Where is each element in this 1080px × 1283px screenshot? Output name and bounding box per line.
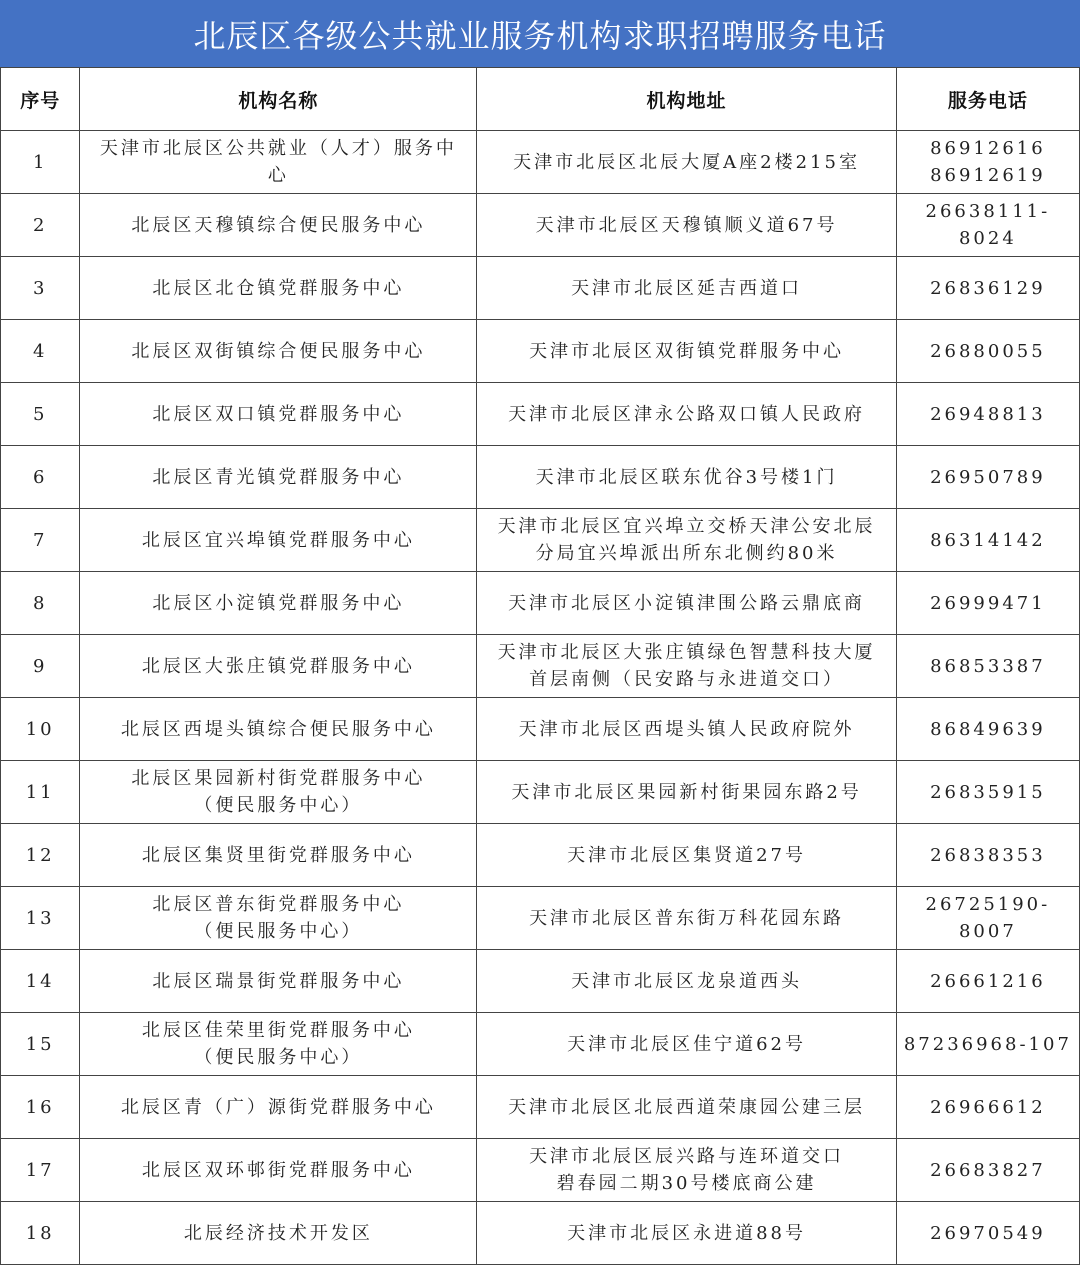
- cell-num: 6: [1, 446, 80, 509]
- header-name: 机构名称: [80, 68, 477, 131]
- cell-address-line: 分局宜兴埠派出所东北侧约80米: [535, 543, 838, 564]
- cell-phone: [896, 320, 1079, 383]
- cell-name-line: 北辰区小淀镇党群服务中心: [152, 592, 405, 614]
- table-row: [1, 1076, 1080, 1139]
- cell-address: [477, 257, 896, 320]
- cell-address: [477, 1139, 896, 1202]
- cell-phone: [896, 131, 1079, 194]
- cell-phone: [896, 824, 1079, 887]
- cell-address: [477, 509, 896, 572]
- cell-address: [477, 383, 896, 446]
- cell-address: [477, 950, 896, 1013]
- cell-name: [80, 572, 477, 635]
- cell-name: [80, 761, 477, 824]
- cell-num: 1: [1, 131, 80, 194]
- cell-address-line: 天津市北辰区西堤头镇人民政府院外: [518, 718, 855, 740]
- table-row: [1, 383, 1080, 446]
- cell-phone: [896, 383, 1079, 446]
- cell-address-line: 天津市北辰区津永公路双口镇人民政府: [508, 403, 866, 425]
- cell-address: [477, 698, 896, 761]
- cell-num: 17: [1, 1139, 80, 1202]
- cell-num: 15: [1, 1013, 80, 1076]
- cell-name: [80, 446, 477, 509]
- cell-phone: [896, 761, 1079, 824]
- cell-address: [477, 320, 896, 383]
- header-address: 机构地址: [477, 68, 896, 131]
- cell-num: 13: [1, 887, 80, 950]
- cell-address-line: 天津市北辰区北辰大厦A座2楼215室: [513, 151, 860, 173]
- table-row: [1, 1013, 1080, 1076]
- cell-name-line: 北辰区宜兴埠镇党群服务中心: [141, 529, 415, 551]
- service-phone-table: [0, 67, 1080, 1265]
- cell-phone-line: 26725190-8007: [925, 894, 1051, 942]
- table-row: [1, 635, 1080, 698]
- cell-phone-line: 26836129: [930, 277, 1046, 299]
- cell-name: [80, 1202, 477, 1265]
- cell-name: [80, 824, 477, 887]
- cell-name: [80, 1013, 477, 1076]
- table-body: [1, 131, 1080, 1265]
- cell-name-line: 北辰区大张庄镇党群服务中心: [141, 655, 415, 677]
- cell-name-line: 北辰区佳荣里街党群服务中心: [141, 1020, 415, 1041]
- cell-num: 5: [1, 383, 80, 446]
- table-row: [1, 257, 1080, 320]
- cell-address: [477, 824, 896, 887]
- cell-name: [80, 698, 477, 761]
- cell-address: [477, 194, 896, 257]
- cell-phone: [896, 1013, 1079, 1076]
- cell-name: [80, 887, 477, 950]
- cell-phone-line: 26966612: [930, 1096, 1046, 1118]
- cell-address-line: 天津市北辰区双街镇党群服务中心: [529, 340, 845, 362]
- cell-name-line: 北辰区瑞景街党群服务中心: [152, 970, 405, 992]
- cell-address-line: 天津市北辰区辰兴路与连环道交口: [529, 1146, 845, 1167]
- cell-phone-line: 26683827: [930, 1159, 1046, 1181]
- cell-name: [80, 1139, 477, 1202]
- cell-phone-line: 26880055: [930, 340, 1046, 362]
- cell-name-line: （便民服务中心）: [194, 795, 363, 816]
- cell-num: 16: [1, 1076, 80, 1139]
- header-phone: 服务电话: [896, 68, 1079, 131]
- cell-phone: [896, 572, 1079, 635]
- cell-name-line: 北辰区果园新村街党群服务中心: [131, 768, 426, 789]
- cell-name-line: （便民服务中心）: [194, 921, 363, 942]
- cell-phone-line: 86853387: [930, 655, 1046, 677]
- cell-phone: [896, 509, 1079, 572]
- cell-name: [80, 383, 477, 446]
- cell-address-line: 天津市北辰区小淀镇津围公路云鼎底商: [508, 592, 866, 614]
- cell-phone-line: 26838353: [930, 844, 1046, 866]
- table-row: [1, 761, 1080, 824]
- cell-num: 14: [1, 950, 80, 1013]
- cell-address: [477, 572, 896, 635]
- cell-phone-line: 86314142: [930, 529, 1046, 551]
- table-header-row: [1, 68, 1080, 131]
- cell-num: 7: [1, 509, 80, 572]
- cell-address: [477, 1013, 896, 1076]
- cell-address: [477, 761, 896, 824]
- cell-name: [80, 320, 477, 383]
- cell-phone: [896, 950, 1079, 1013]
- cell-phone: [896, 635, 1079, 698]
- cell-address-line: 天津市北辰区永进道88号: [567, 1222, 807, 1244]
- cell-address: [477, 1202, 896, 1265]
- cell-address-line: 首层南侧（民安路与永进道交口）: [529, 669, 845, 690]
- cell-phone-line: 26950789: [930, 466, 1046, 488]
- cell-name-line: （便民服务中心）: [194, 1047, 363, 1068]
- cell-phone-line: 86912619: [930, 165, 1046, 186]
- cell-name: [80, 509, 477, 572]
- cell-num: 2: [1, 194, 80, 257]
- cell-phone-line: 26948813: [930, 403, 1046, 425]
- cell-phone-line: 26970549: [930, 1222, 1046, 1244]
- cell-phone-line: 26835915: [930, 781, 1046, 803]
- cell-address-line: 天津市北辰区天穆镇顺义道67号: [535, 214, 838, 236]
- table-row: [1, 824, 1080, 887]
- cell-name: [80, 257, 477, 320]
- cell-name-line: 天津市北辰区公共就业（人才）服务中: [99, 138, 457, 159]
- cell-num: 3: [1, 257, 80, 320]
- cell-name-line: 北辰区集贤里街党群服务中心: [141, 844, 415, 866]
- cell-phone-line: 26638111-8024: [925, 201, 1051, 249]
- cell-name: [80, 635, 477, 698]
- cell-name-line: 北辰经济技术开发区: [183, 1222, 373, 1244]
- cell-address-line: 天津市北辰区联东优谷3号楼1门: [535, 466, 838, 488]
- table-row: [1, 446, 1080, 509]
- cell-num: 4: [1, 320, 80, 383]
- cell-phone: [896, 257, 1079, 320]
- cell-address-line: 天津市北辰区普东街万科花园东路: [529, 907, 845, 929]
- table-row: [1, 1139, 1080, 1202]
- cell-name-line: 北辰区普东街党群服务中心: [152, 894, 405, 915]
- cell-phone-line: 87236968-107: [903, 1033, 1072, 1055]
- table-row: [1, 698, 1080, 761]
- cell-address-line: 天津市北辰区北辰西道荣康园公建三层: [508, 1096, 866, 1118]
- cell-address-line: 天津市北辰区延吉西道口: [571, 277, 803, 299]
- cell-address: [477, 887, 896, 950]
- cell-name: [80, 131, 477, 194]
- cell-num: 8: [1, 572, 80, 635]
- cell-phone: [896, 1139, 1079, 1202]
- cell-address-line: 天津市北辰区果园新村街果园东路2号: [511, 781, 862, 803]
- cell-phone: [896, 887, 1079, 950]
- cell-name-line: 北辰区青光镇党群服务中心: [152, 466, 405, 488]
- cell-num: 11: [1, 761, 80, 824]
- cell-phone-line: 86849639: [930, 718, 1046, 740]
- cell-phone: [896, 194, 1079, 257]
- table-row: [1, 950, 1080, 1013]
- cell-name-line: 北辰区双环邨街党群服务中心: [141, 1159, 415, 1181]
- cell-address: [477, 446, 896, 509]
- cell-num: 12: [1, 824, 80, 887]
- table-row: [1, 194, 1080, 257]
- cell-address: [477, 635, 896, 698]
- cell-phone-line: 26999471: [930, 592, 1046, 614]
- cell-address-line: 天津市北辰区集贤道27号: [567, 844, 807, 866]
- cell-phone: [896, 698, 1079, 761]
- cell-num: 18: [1, 1202, 80, 1265]
- table-row: [1, 1202, 1080, 1265]
- cell-num: 9: [1, 635, 80, 698]
- cell-phone: [896, 446, 1079, 509]
- header-num: 序号: [1, 68, 80, 131]
- page-title: 北辰区各级公共就业服务机构求职招聘服务电话: [0, 0, 1080, 67]
- cell-address-line: 天津市北辰区大张庄镇绿色智慧科技大厦: [497, 642, 876, 663]
- cell-name-line: 北辰区双街镇综合便民服务中心: [131, 340, 426, 362]
- table-row: [1, 572, 1080, 635]
- table-row: [1, 320, 1080, 383]
- cell-address: [477, 1076, 896, 1139]
- cell-name-line: 北辰区北仓镇党群服务中心: [152, 277, 405, 299]
- cell-name-line: 北辰区天穆镇综合便民服务中心: [131, 214, 426, 236]
- cell-phone-line: 86912616: [930, 138, 1046, 159]
- cell-address-line: 碧春园二期30号楼底商公建: [556, 1173, 817, 1194]
- cell-name: [80, 194, 477, 257]
- table-row: [1, 131, 1080, 194]
- table-row: [1, 887, 1080, 950]
- cell-address-line: 天津市北辰区佳宁道62号: [567, 1033, 807, 1055]
- cell-name-line: 北辰区西堤头镇综合便民服务中心: [120, 718, 436, 740]
- cell-name-line: 北辰区双口镇党群服务中心: [152, 403, 405, 425]
- cell-phone-line: 26661216: [930, 970, 1046, 992]
- table-row: [1, 509, 1080, 572]
- cell-address-line: 天津市北辰区龙泉道西头: [571, 970, 803, 992]
- cell-name-line: 心: [267, 165, 289, 186]
- cell-num: 10: [1, 698, 80, 761]
- cell-phone: [896, 1202, 1079, 1265]
- cell-name: [80, 1076, 477, 1139]
- cell-name-line: 北辰区青（广）源街党群服务中心: [120, 1096, 436, 1118]
- cell-phone: [896, 1076, 1079, 1139]
- cell-name: [80, 950, 477, 1013]
- cell-address: [477, 131, 896, 194]
- cell-address-line: 天津市北辰区宜兴埠立交桥天津公安北辰: [497, 516, 876, 537]
